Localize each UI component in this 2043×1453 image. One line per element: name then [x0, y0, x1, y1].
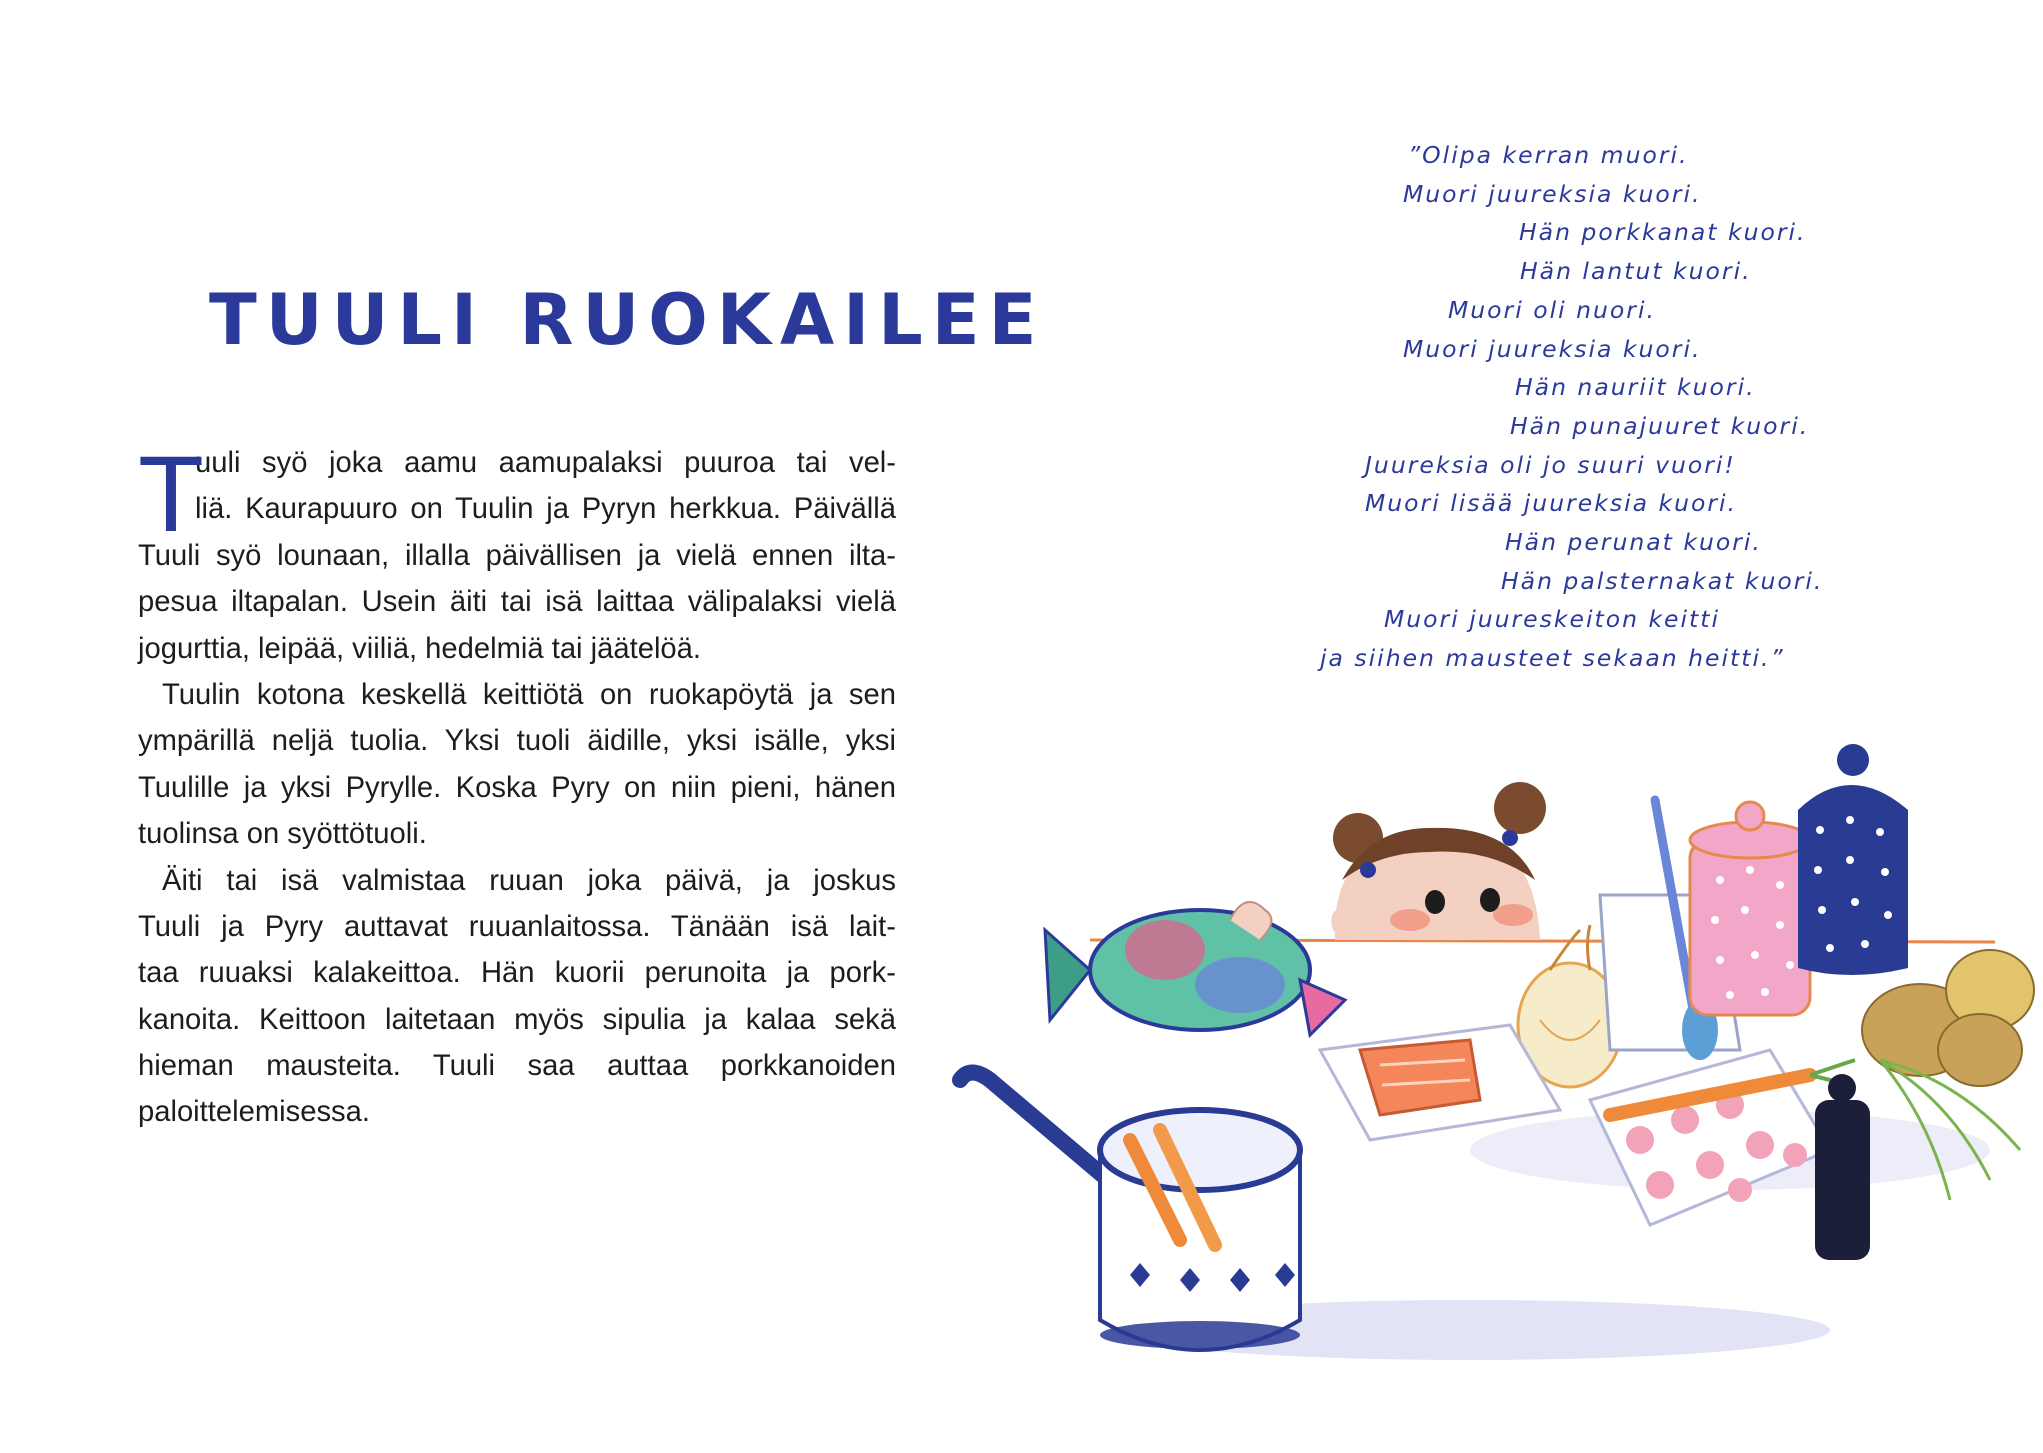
- fish-toy: [1045, 902, 1345, 1035]
- cheek-right: [1493, 904, 1533, 926]
- poem-line: Hän palsternakat kuori.: [1501, 566, 1824, 595]
- navy-jar: [1798, 744, 1908, 975]
- story-line: Tuulille ja yksi Pyrylle. Koska Pyry on niin pieni, hänen: [138, 771, 896, 804]
- poem-line: Juureksia oli jo suuri vuori!: [1365, 450, 1736, 479]
- story-line: liä. Kaurapuuro on Tuulin ja Pyryn herkkua. Päivällä: [195, 493, 896, 526]
- pink-jar: [1690, 802, 1810, 1015]
- poem-line: Hän lantut kuori.: [1520, 257, 1752, 286]
- page-title: TUULI RUOKAILEE: [209, 278, 1046, 361]
- cheek-left: [1390, 909, 1430, 931]
- poem-line: Muori juureksia kuori.: [1403, 334, 1702, 363]
- story-line: Tuulin kotona keskellä keittiötä on ruokapöytä ja sen: [162, 678, 896, 711]
- hair-tie-right: [1502, 830, 1518, 846]
- saucepan: [960, 1073, 1300, 1351]
- poem-line: Muori juureksia kuori.: [1403, 179, 1702, 208]
- drop-cap: T: [138, 433, 204, 554]
- story-line: Tuuli syö lounaan, illalla päivällisen ja vielä ennen ilta-: [138, 539, 896, 572]
- story-line: pesua iltapalan. Usein äiti tai isä laittaa välipalaksi vielä: [138, 586, 896, 619]
- pepper-mill: [1815, 1074, 1870, 1260]
- story-line: uuli syö joka aamu aamupalaksi puuroa tai vel-: [195, 447, 896, 479]
- hair-bun-right: [1494, 782, 1546, 834]
- poem-line: Hän nauriit kuori.: [1515, 373, 1756, 402]
- story-line: ympärillä neljä tuolia. Yksi tuoli äidille, yksi isälle, yksi: [138, 725, 896, 758]
- poem-line: Muori oli nuori.: [1448, 295, 1656, 324]
- poem-line: ”Olipa kerran muori.: [1408, 141, 1689, 169]
- poem-line: Muori juureskeiton keitti: [1384, 605, 1720, 634]
- hair-tie-left: [1360, 862, 1376, 878]
- story-line: kanoita. Keittoon laitetaan myös sipulia ja kalaa sekä: [138, 1003, 896, 1036]
- poem-line: Hän porkkanat kuori.: [1519, 218, 1807, 247]
- story-line: Äiti tai isä valmistaa ruuan joka päivä, ja joskus: [162, 864, 896, 897]
- girl-peeking: [1331, 782, 1546, 940]
- poem-line: ja siihen mausteet sekaan heitti.”: [1320, 644, 1785, 673]
- story-line: taa ruuaksi kalakeittoa. Hän kuorii perunoita ja pork-: [138, 957, 896, 990]
- story-line: tuolinsa on syöttötuoli.: [138, 818, 427, 851]
- kitchen-illustration: [950, 720, 2043, 1370]
- poem-line: Muori lisää juureksia kuori.: [1365, 489, 1738, 518]
- story-line: hieman mausteita. Tuuli saa auttaa porkkanoiden: [138, 1050, 896, 1083]
- story-line: paloittelemisessa.: [138, 1096, 370, 1129]
- story-line: Tuuli ja Pyry auttavat ruuanlaitossa. Tänään isä lait-: [138, 910, 896, 943]
- story-line: jogurttia, leipää, viiliä, hedelmiä tai jäätelöä.: [138, 632, 701, 665]
- poem-line: Hän punajuuret kuori.: [1510, 411, 1810, 440]
- story-text: [138, 433, 896, 1136]
- poem: [1300, 141, 1860, 681]
- eye-left: [1425, 890, 1445, 914]
- poem-line: Hän perunat kuori.: [1505, 528, 1762, 556]
